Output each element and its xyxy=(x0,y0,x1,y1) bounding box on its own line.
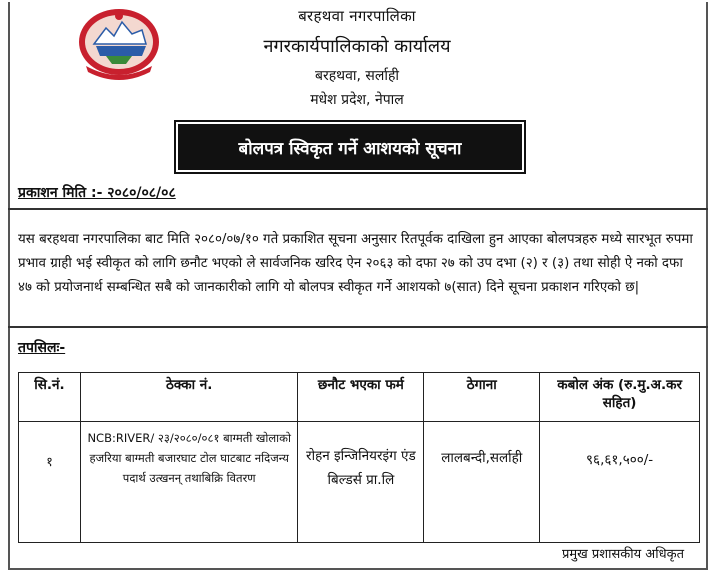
office-name: नगरकार्यपालिकाको कार्यालय xyxy=(263,36,451,57)
notice-body: यस बरहथवा नगरपालिका बाट मिति २०८०/०७/१० गते प्रकाशित सूचना अनुसार रितपूर्वक दाखिला हुन आएका बोलपत्रहरु मध्ये सारभूत रुपमा प्रभाव ग्राही भई स्वीकृत को लागि छनौट भएको ले सार्वजनिक खरिद ऐन २०६३ को दफा २७ को उप दभा (२) र (३) तथा सोही ऐ नको दफा ४७ को प्रयोजनार्थ सम्बन्धित सबै को जानकारीको लागि यो बोलपत्र स्वीकृत गर्ने आशयको ७(सात) दिने सूचना प्रकाशन गरिएको छ| xyxy=(18,232,693,295)
signature-title: प्रमुख प्रशासकीय अधिकृत xyxy=(561,547,684,562)
cell-serial: १ xyxy=(19,422,81,543)
cell-address: लालबन्दी,सर्लाही xyxy=(424,422,540,543)
divider-bottom xyxy=(8,326,708,328)
details-label: तपसिलः- xyxy=(18,340,66,356)
cell-firm: रोहन इन्जिनियरइंग एंड बिल्डर्स प्रा.लि xyxy=(298,422,424,543)
header-amount: कबोल अंक (रु.मु.अ.कर सहित) xyxy=(540,373,700,422)
header-serial: सि.नं. xyxy=(19,373,81,422)
header-contract: ठेक्का नं. xyxy=(80,373,298,422)
header-firm: छनौट भएका फर्म xyxy=(298,373,424,422)
table-row xyxy=(19,422,700,543)
address-line-1: बरहथवा, सर्लाही xyxy=(314,68,400,84)
notice-title-text: बोलपत्र स्विकृत गर्ने आशयको सूचना xyxy=(238,138,462,159)
cell-amount: ९६,६१,५००/- xyxy=(540,422,700,543)
table-header-row xyxy=(19,373,700,422)
divider-top xyxy=(8,208,708,210)
bid-table xyxy=(18,372,700,543)
publish-date xyxy=(18,183,176,202)
municipality-name: बरहथवा नगरपालिका xyxy=(298,7,416,25)
address-line-2: मधेश प्रदेश, नेपाल xyxy=(310,92,404,108)
header-address: ठेगाना xyxy=(424,373,540,422)
cell-contract: NCB:RIVER/ २३/२०८०/०८१ बाग्मती खोलाको हजरिया बाग्मती बजारघाट टोल घाटबाट नदिजन्य पदार्थ उत्खनन् तथाबिक्रि वितरण xyxy=(80,422,298,543)
publish-date-text: प्रकाशन मिति :- २०८०/०८/०८ xyxy=(18,185,176,201)
notice-title xyxy=(178,124,522,170)
